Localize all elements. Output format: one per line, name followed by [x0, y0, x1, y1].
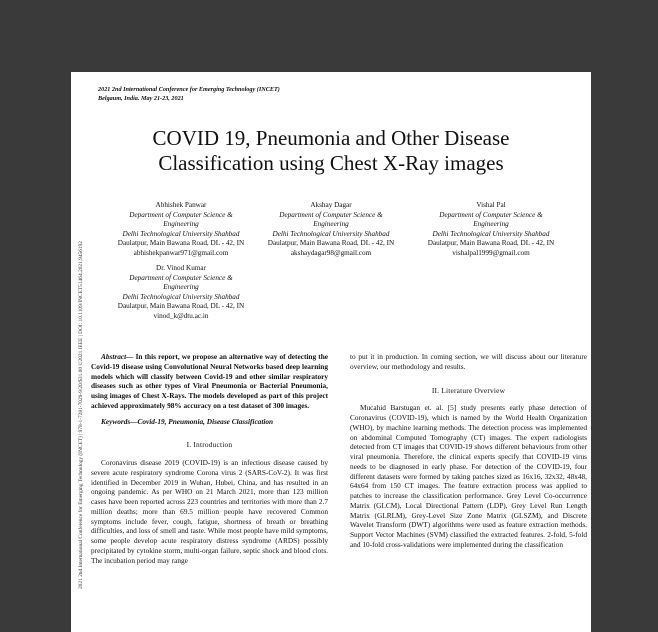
- author-dept: Department of Computer Science &: [279, 210, 383, 219]
- intro-text: Coronavirus disease 2019 (COVID-19) is an infectious disease caused by severe acute respiratory syndrome Corona virus 2 (SARS-CoV-2). It was first identified in December 2019 in Wuhan, Hubei, China, and has resulted in an ongoing pandemic. As per WHO on 21 March 2021, more than 123 million cases have been reported across 223 countries and territories with more than 2.7 million deaths; more than 69.5 million people have recovered Common symptoms include fever, cough, fatigue, shortness of breath or breathing difficulties, and loss of smell and taste. While most people have mild symptoms, some people develop acute respiratory distress syndrome (ARDS) possibly precipitated by cytokine storm, multi-organ failure, septic shock and blood clots. The incubation period may range: [91, 458, 328, 565]
- author-email: vishalpal1999@gmail.com: [452, 248, 530, 257]
- abstract-body: In this report, we propose an alternative way of detecting the Covid-19 disease using Convolutional Neural Networks based deep learning models which will classify between Covid-19 and other similar respiratory diseases such as other types of Viral Pneumonia or Bacterial Pneumonia, using images of Chest X-Rays. The models developed as part of this project achieved approximately 98% accuracy on a test dataset of 300 images.: [91, 352, 328, 410]
- author-dept: Department of Computer Science &: [439, 210, 543, 219]
- doi-sidebar-text: 2021 2nd International Conference for Emerging Technology (INCET) | 978-1-7281-7029-9/20/$31.00 ©2021 IEEE | DOI: 10.1109/INCET51464.2021.9456192: [78, 240, 84, 590]
- abstract-lead: Abstract—: [101, 352, 134, 361]
- author-name: Abhishek Panwar: [155, 201, 207, 209]
- literature-heading: II. Literature Overview: [431, 385, 506, 395]
- title-line-2: Classification using Chest X-Ray images: [158, 151, 504, 175]
- author-institution: Delhi Technological University Shahbad: [122, 292, 240, 301]
- author-dept-2: Engineering: [163, 220, 199, 229]
- author-dept-2: Engineering: [473, 220, 509, 229]
- author-dept-2: Engineering: [313, 220, 349, 229]
- abstract: [91, 352, 328, 411]
- doi-sidebar: [71, 192, 85, 632]
- author-address: Daulatpur, Main Bawana Road, DL - 42, IN: [117, 239, 245, 248]
- author-name: Vishal Pal: [476, 201, 506, 209]
- title-line-1: COVID 19, Pneumonia and Other Disease: [152, 126, 510, 150]
- author-block-4: [106, 264, 256, 322]
- author-block-1: [106, 201, 256, 259]
- author-block-3: [416, 201, 566, 259]
- conference-name: 2021 2nd International Conference for Emerging Technology (INCET): [98, 86, 280, 93]
- author-address: Daulatpur, Main Bawana Road, DL - 42, IN: [427, 239, 555, 248]
- author-institution: Delhi Technological University Shahbad: [272, 229, 390, 238]
- keywords: Keywords—Covid-19, Pneumonia, Disease Classification: [101, 416, 274, 426]
- author-dept-2: Engineering: [163, 283, 199, 292]
- intro-heading: I. Introduction: [186, 440, 233, 450]
- conference-header: [98, 85, 280, 103]
- author-block-2: [256, 201, 406, 259]
- author-dept: Department of Computer Science &: [129, 210, 233, 219]
- author-dept: Department of Computer Science &: [129, 273, 233, 282]
- author-email: abhishekpanwar971@gmail.com: [133, 248, 229, 257]
- literature-text: Mucahid Barstugan et. al. [5] study presents early phase detection of Coronavirus (COVID-19), which is named by the World Health Organization (WHO), by machine learning methods. The detection process was implemented on abdominal Computed Tomography (CT) images. The expert radiologists detected from CT images that COVID-19 shows different behaviours from other viral pneumonia. Therefore, the clinical experts specify that COVID-19 virus needs to be diagnosed in early phase. For detection of the COVID-19, four different datasets were formed by taking patches sized as 16x16, 32x32, 48x48, 64x64 from 150 CT images. The feature extraction process was applied to patches to increase the classification performance. Grey Level Co-occurrence Matrix (GLCM), Local Directional Pattern (LDP), Grey Level Run Length Matrix (GLRLM), Grey-Level Size Zone Matrix (GLSZM), and Discrete Wavelet Transform (DWT) algorithms were used as feature extraction methods. Support Vector Machines (SVM) classified the extracted features. 2-fold, 5-fold and 10-fold cross-validations were implemented during the classification: [350, 403, 587, 549]
- author-institution: Delhi Technological University Shahbad: [122, 229, 240, 238]
- left-column: [91, 352, 328, 565]
- author-name: Dr. Vinod Kumar: [156, 264, 206, 272]
- author-name: Akshay Dagar: [310, 201, 352, 209]
- paper-title: [71, 126, 591, 176]
- author-email: vinod_k@dtu.ac.in: [153, 311, 209, 320]
- author-email: akshaydagar98@gmail.com: [290, 248, 372, 257]
- conference-location: Belgaum, India. May 21-23, 2021: [98, 95, 184, 102]
- author-address: Daulatpur, Main Bawana Road, DL - 42, IN: [267, 239, 395, 248]
- paper-page: [71, 72, 591, 632]
- right-continuation: to put it in production. In coming section, we will discuss about our literature overview, our methodology and results.: [350, 352, 587, 371]
- author-address: Daulatpur, Main Bawana Road, DL - 42, IN: [117, 302, 245, 311]
- author-institution: Delhi Technological University Shahbad: [432, 229, 550, 238]
- right-column: [350, 352, 587, 550]
